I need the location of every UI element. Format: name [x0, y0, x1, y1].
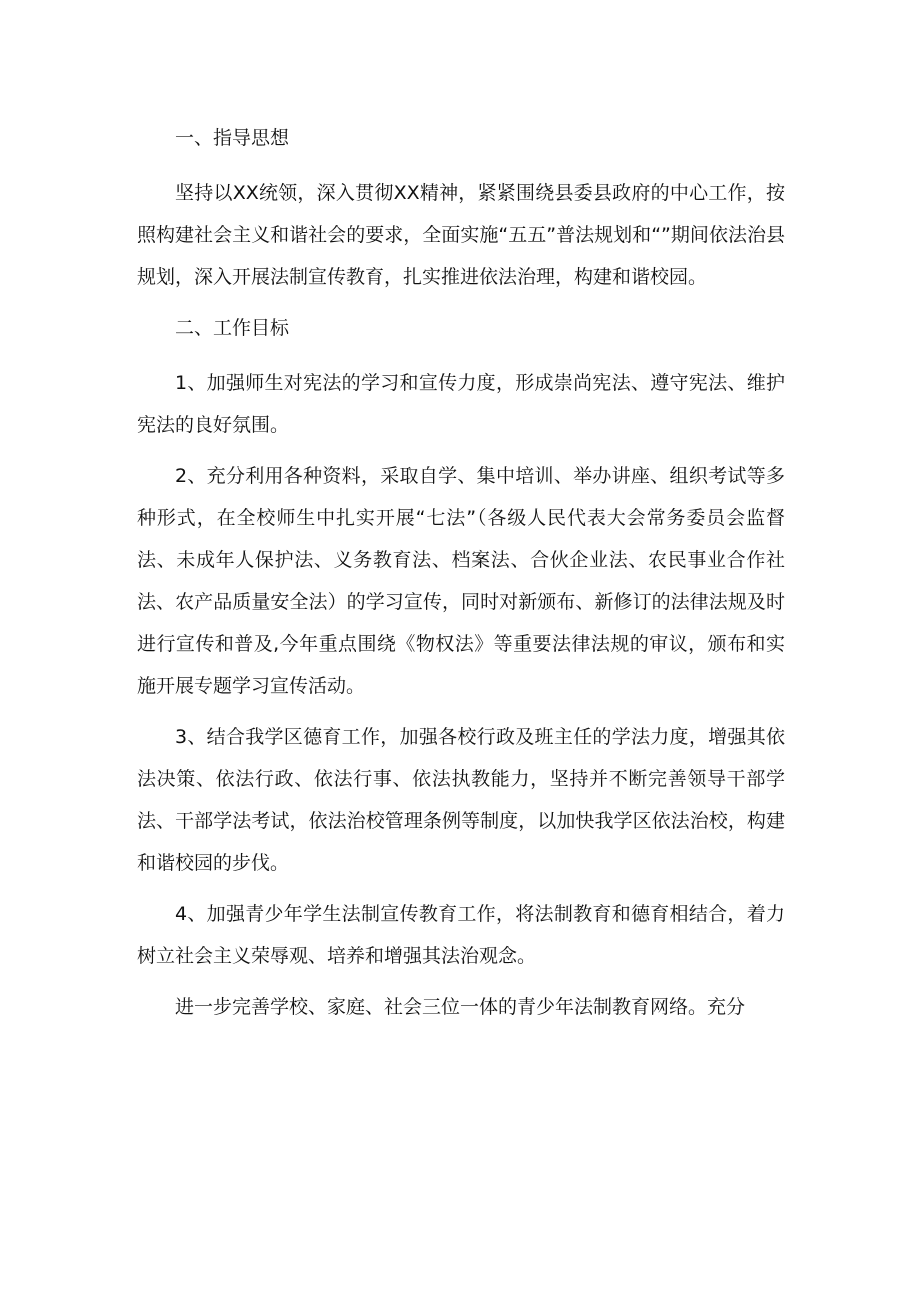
goal-item-1: 1、加强师生对宪法的学习和宣传力度，形成崇尚宪法、遵守宪法、维护宪法的良好氛围。 — [137, 372, 785, 436]
paragraph-guiding-ideology: 坚持以XX统领，深入贯彻XX精神，紧紧围绕县委县政府的中心工作，按照构建社会主义和谐社会的要求，全面实施“五五”普法规划和“”期间依法治县规划，深入开展法制宣传教育，扎实推进依法治理，构建和谐校园。 — [137, 182, 785, 288]
section-heading-work-goals: 二、工作目标 — [175, 317, 290, 339]
goal-item-4: 4、加强青少年学生法制宣传教育工作，将法制教育和德育相结合，着力树立社会主义荣辱观、培养和增强其法治观念。 — [137, 903, 785, 967]
document-body — [137, 117, 785, 1037]
section-heading-guiding-ideology: 一、指导思想 — [175, 127, 290, 149]
paragraph-continuation: 进一步完善学校、家庭、社会三位一体的青少年法制教育网络。充分 — [175, 996, 746, 1018]
goal-item-2: 2、充分利用各种资料，采取自学、集中培训、举办讲座、组织考试等多种形式，在全校师生中扎实开展“七法”（各级人民代表大会常务委员会监督法、未成年人保护法、义务教育法、档案法、合伙企业法、农民事业合作社法、农产品质量安全法）的学习宣传，同时对新颁布、新修订的法律法规及时进行宣传和普及,今年重点围绕《物权法》等重要法律法规的审议，颁布和实施开展专题学习宣传活动。 — [137, 465, 785, 697]
goal-item-3: 3、结合我学区德育工作，加强各校行政及班主任的学法力度，增强其依法决策、依法行政、依法行事、依法执教能力，坚持并不断完善领导干部学法、干部学法考试，依法治校管理条例等制度，以加快我学区依法治校，构建和谐校园的步伐。 — [137, 726, 785, 874]
